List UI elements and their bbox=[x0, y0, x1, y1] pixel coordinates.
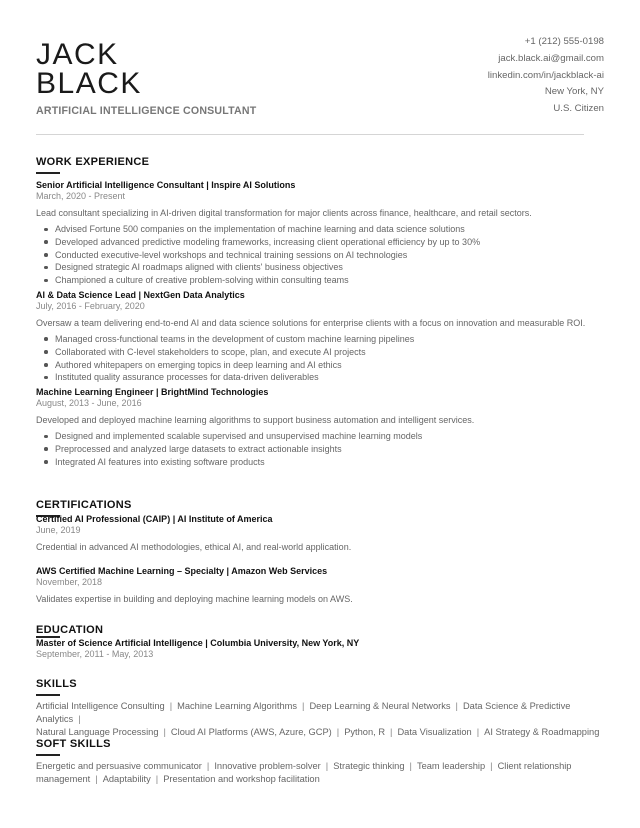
section-underline bbox=[36, 694, 60, 696]
skills-section bbox=[36, 678, 606, 739]
soft-skills-section bbox=[36, 738, 606, 786]
email-link[interactable]: jack.black.ai@gmail.com bbox=[498, 52, 604, 64]
skill-item: Data Science & Predictive Analytics bbox=[36, 701, 571, 724]
soft-skill-item: Adaptability bbox=[102, 774, 151, 784]
contact-info bbox=[488, 34, 604, 118]
section-title: WORK EXPERIENCE bbox=[36, 156, 150, 168]
job-title-company: Senior Artificial Intelligence Consultant | Inspire AI Solutions bbox=[36, 180, 296, 190]
job-title-company: Machine Learning Engineer | BrightMind Technologies bbox=[36, 387, 269, 398]
location: New York, NY bbox=[544, 86, 604, 98]
job-dates: August, 2013 - June, 2016 bbox=[36, 398, 142, 409]
section-underline bbox=[36, 754, 60, 756]
bullet-item: Championed a culture of creative problem-solving within consulting teams bbox=[36, 274, 606, 287]
bullet-item: Advised Fortune 500 companies on the implementation of machine learning and data science solutions bbox=[36, 223, 606, 236]
job-summary: Lead consultant specializing in AI-driven digital transformation for major clients across finance, healthcare, and retail sectors. bbox=[36, 208, 532, 218]
soft-skill-item: Client relationship management bbox=[36, 761, 572, 784]
skill-item: Data Visualization bbox=[397, 727, 472, 737]
certifications-section bbox=[36, 499, 606, 605]
skill-item: Artificial Intelligence Consulting bbox=[36, 701, 165, 711]
job-entry bbox=[36, 290, 606, 384]
job-title: ARTIFICIAL INTELLIGENCE CONSULTANT bbox=[36, 105, 257, 117]
certification-title: Certified AI Professional (CAIP) | AI Institute of America bbox=[36, 514, 273, 524]
education-section bbox=[36, 624, 606, 660]
bullet-item: Preprocessed and analyzed large datasets to extract actionable insights bbox=[36, 443, 606, 456]
degree: Master of Science Artificial Intelligence | Columbia University, New York, NY bbox=[36, 638, 360, 648]
bullet-item: Instituted quality assurance processes for data-driven deliverables bbox=[36, 371, 606, 384]
section-title: SKILLS bbox=[36, 678, 77, 690]
soft-skill-item: Energetic and persuasive communicator bbox=[36, 761, 202, 771]
job-dates: March, 2020 - Present bbox=[36, 191, 126, 201]
bullet-item: Designed strategic AI roadmaps aligned with clients' business objectives bbox=[36, 261, 606, 274]
certification-desc: Validates expertise in building and deploying machine learning models on AWS. bbox=[36, 594, 353, 604]
skill-item: AI Strategy & Roadmapping bbox=[484, 727, 600, 737]
candidate-name bbox=[36, 40, 142, 98]
education-dates: September, 2011 - May, 2013 bbox=[36, 649, 154, 659]
soft-skill-item: Strategic thinking bbox=[333, 761, 405, 771]
section-title: EDUCATION bbox=[36, 624, 104, 636]
job-entry bbox=[36, 180, 606, 287]
soft-skill-item: Presentation and workshop facilitation bbox=[163, 774, 320, 784]
certification-desc: Credential in advanced AI methodologies, ethical AI, and real-world application. bbox=[36, 542, 352, 552]
bullet-item: Conducted executive-level workshops and technical training sessions on AI technologies bbox=[36, 249, 606, 262]
skill-item: Natural Language Processing bbox=[36, 727, 159, 737]
job-title-company: AI & Data Science Lead | NextGen Data Analytics bbox=[36, 289, 245, 300]
job-summary: Developed and deployed machine learning algorithms to support business automation and intelligent services. bbox=[36, 415, 475, 426]
first-name: JACK bbox=[36, 38, 119, 71]
job-summary: Oversaw a team delivering end-to-end AI and data science solutions for enterprise clients with a focus on innovation and measurable ROI. bbox=[36, 317, 586, 328]
section-underline bbox=[36, 172, 60, 174]
soft-skills-list: Energetic and persuasive communicator | Innovative problem-solver | Strategic thinking | Team leadership | Client relationship management | Adaptability | Presentation and workshop facilitation bbox=[36, 761, 572, 784]
job-bullets bbox=[36, 430, 606, 468]
bullet-item: Managed cross-functional teams in the development of custom machine learning pipelines bbox=[36, 333, 606, 346]
skill-item: Cloud AI Platforms (AWS, Azure, GCP) bbox=[170, 727, 332, 737]
certification-date: June, 2019 bbox=[36, 525, 81, 535]
bullet-item: Designed and implemented scalable supervised and unsupervised machine learning models bbox=[36, 430, 606, 443]
skills-list: Artificial Intelligence Consulting | Machine Learning Algorithms | Deep Learning & Neural Networks | Data Science & Predictive Analytics | Natural Language Processing | Cloud AI Platforms (AWS, Azure, GCP) | Python, R | Data Visualization | AI Strategy & Roadmapping bbox=[36, 701, 600, 737]
citizenship: U.S. Citizen bbox=[553, 103, 604, 115]
certification-title: AWS Certified Machine Learning – Specialty | Amazon Web Services bbox=[36, 566, 328, 576]
soft-skill-item: Innovative problem-solver bbox=[214, 761, 321, 771]
bullet-item: Authored whitepapers on emerging topics in deep learning and AI ethics bbox=[36, 359, 606, 372]
skill-item: Deep Learning & Neural Networks bbox=[309, 701, 451, 711]
certification-entry bbox=[36, 514, 606, 553]
last-name: BLACK bbox=[36, 67, 142, 100]
section-title: SOFT SKILLS bbox=[36, 738, 111, 750]
bullet-item: Developed advanced predictive modeling frameworks, increasing client operational efficiency by up to 30% bbox=[36, 236, 606, 249]
section-title: CERTIFICATIONS bbox=[36, 499, 132, 511]
soft-skill-item: Team leadership bbox=[416, 761, 486, 771]
job-bullets bbox=[36, 223, 606, 287]
job-entry bbox=[36, 387, 606, 468]
job-bullets bbox=[36, 333, 606, 384]
job-dates: July, 2016 - February, 2020 bbox=[36, 300, 145, 311]
header-divider bbox=[36, 134, 584, 135]
linkedin-link[interactable]: linkedin.com/in/jackblack-ai bbox=[487, 69, 604, 81]
certification-entry bbox=[36, 566, 606, 605]
phone: +1 (212) 555-0198 bbox=[524, 36, 604, 47]
bullet-item: Collaborated with C-level stakeholders to scope, plan, and execute AI projects bbox=[36, 346, 606, 359]
certification-date: November, 2018 bbox=[36, 577, 103, 587]
bullet-item: Integrated AI features into existing software products bbox=[36, 456, 606, 469]
work-experience-section bbox=[36, 156, 606, 469]
skill-item: Python, R bbox=[344, 727, 386, 737]
skill-item: Machine Learning Algorithms bbox=[177, 701, 298, 711]
